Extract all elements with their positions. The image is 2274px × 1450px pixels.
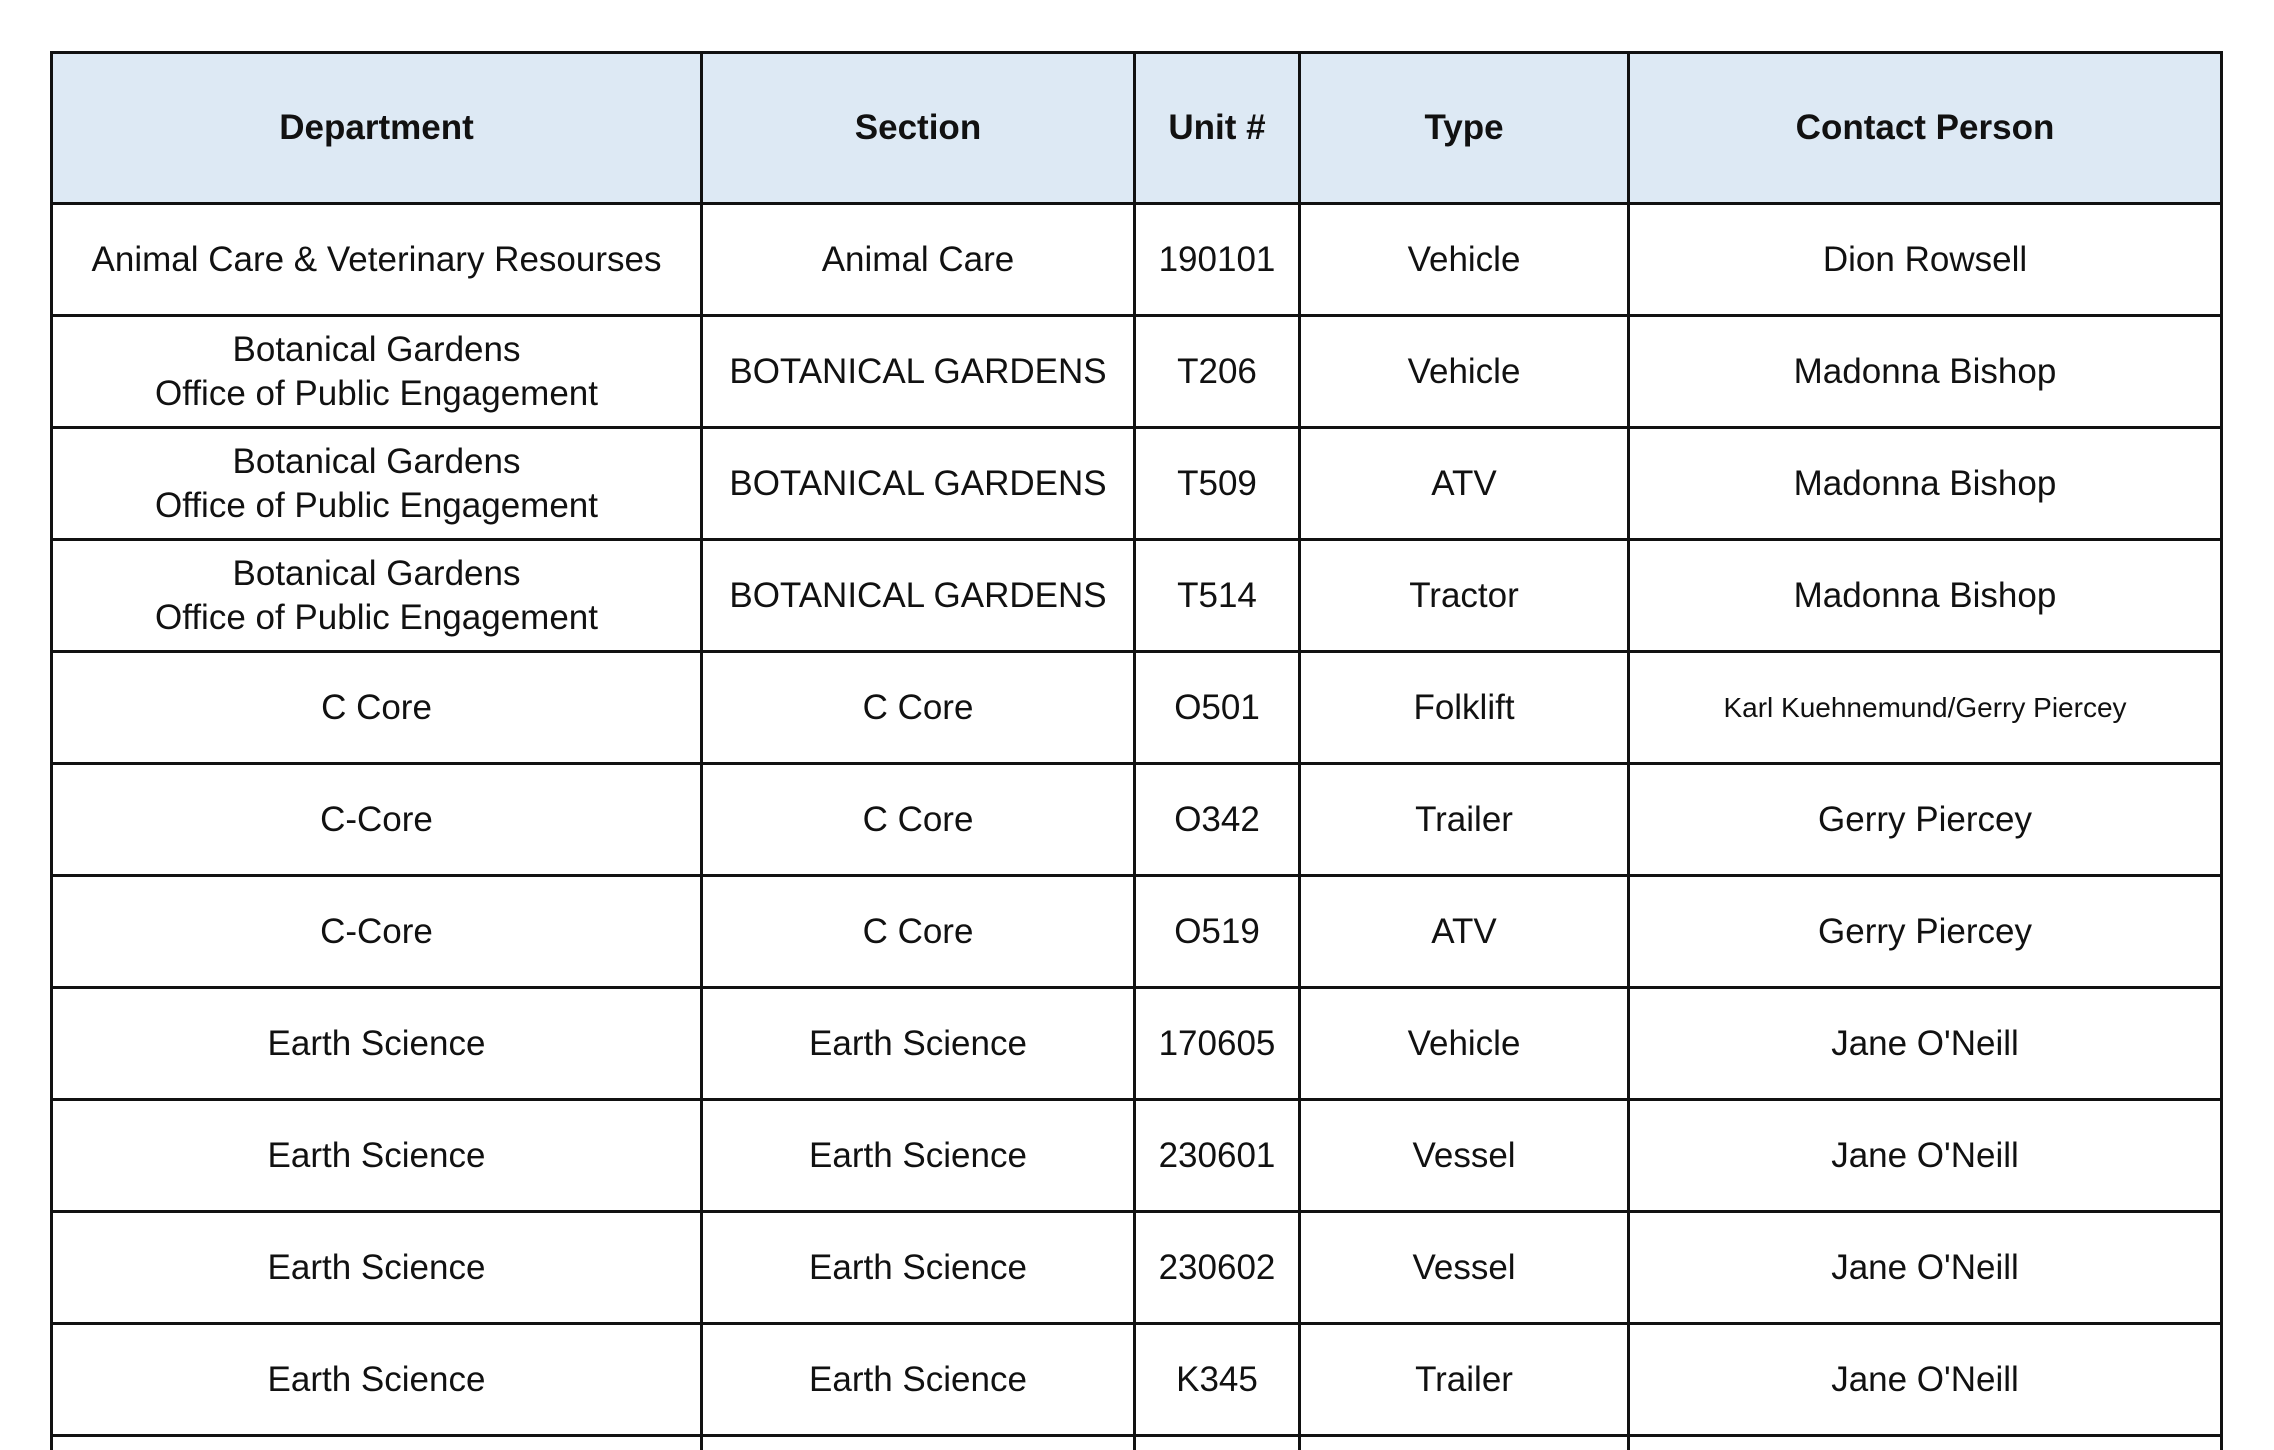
cell-department (52, 1212, 702, 1324)
cell-section: BOTANICAL GARDENS (702, 316, 1135, 428)
cell-department (52, 540, 702, 652)
cell-unit: O342 (1135, 764, 1300, 876)
table-row (52, 540, 2222, 652)
cell-unit: 230601 (1135, 1100, 1300, 1212)
department-line: Animal Care & Veterinary Resourses (91, 239, 662, 279)
cell-section: Earth Science (702, 1212, 1135, 1324)
cell-contact-person: Madonna Bishop (1629, 428, 2222, 540)
cell-type: ATV (1300, 428, 1629, 540)
table-row (52, 764, 2222, 876)
cell-unit: T509 (1135, 428, 1300, 540)
table-row (52, 988, 2222, 1100)
table-cell (1629, 1436, 2222, 1450)
cell-contact-person: Madonna Bishop (1629, 316, 2222, 428)
table-row (52, 1212, 2222, 1324)
vehicle-table (50, 51, 2223, 1450)
department-line: Earth Science (267, 1247, 486, 1287)
header-type: Type (1300, 53, 1629, 204)
cell-department (52, 988, 702, 1100)
department-line: Office of Public Engagement (155, 597, 598, 637)
cell-unit: K345 (1135, 1324, 1300, 1436)
department-line: Botanical Gardens (232, 441, 521, 481)
cell-unit: T514 (1135, 540, 1300, 652)
cell-unit: 190101 (1135, 204, 1300, 316)
table-header-row (52, 53, 2222, 204)
table-body (52, 204, 2222, 1450)
cell-section: Earth Science (702, 988, 1135, 1100)
cell-department (52, 1100, 702, 1212)
cell-section: C Core (702, 764, 1135, 876)
cell-unit: O519 (1135, 876, 1300, 988)
cell-contact-person: Dion Rowsell (1629, 204, 2222, 316)
table-cell (702, 1436, 1135, 1450)
department-line: Earth Science (267, 1023, 486, 1063)
department-line: Botanical Gardens (232, 553, 521, 593)
cell-department (52, 876, 702, 988)
department-line: Botanical Gardens (232, 329, 521, 369)
department-line: C Core (321, 687, 432, 727)
department-line: Office of Public Engagement (155, 373, 598, 413)
table-row-partial (52, 1436, 2222, 1450)
cell-section: Earth Science (702, 1324, 1135, 1436)
table-cell (1135, 1436, 1300, 1450)
cell-contact-person: Gerry Piercey (1629, 876, 2222, 988)
department-line: Earth Science (267, 1359, 486, 1399)
cell-department (52, 652, 702, 764)
cell-type: Tractor (1300, 540, 1629, 652)
header-contact-person: Contact Person (1629, 53, 2222, 204)
cell-contact-person: Jane O'Neill (1629, 1100, 2222, 1212)
table-row (52, 204, 2222, 316)
cell-unit: 230602 (1135, 1212, 1300, 1324)
table-row (52, 316, 2222, 428)
table-row (52, 1324, 2222, 1436)
cell-type: Folklift (1300, 652, 1629, 764)
cell-department (52, 1324, 702, 1436)
cell-department (52, 316, 702, 428)
cell-department (52, 204, 702, 316)
table-row (52, 1100, 2222, 1212)
table-cell (1300, 1436, 1629, 1450)
cell-type: Vessel (1300, 1212, 1629, 1324)
cell-department (52, 764, 702, 876)
cell-contact-person: Jane O'Neill (1629, 1324, 2222, 1436)
cell-type: Vehicle (1300, 204, 1629, 316)
table-row (52, 652, 2222, 764)
cell-section: BOTANICAL GARDENS (702, 540, 1135, 652)
cell-section: Earth Science (702, 1100, 1135, 1212)
cell-type: ATV (1300, 876, 1629, 988)
vehicle-table-container (50, 51, 2220, 1450)
cell-section: C Core (702, 652, 1135, 764)
table-row (52, 428, 2222, 540)
cell-unit: O501 (1135, 652, 1300, 764)
header-department: Department (52, 53, 702, 204)
department-line: C-Core (320, 799, 433, 839)
cell-type: Trailer (1300, 764, 1629, 876)
cell-type: Vehicle (1300, 988, 1629, 1100)
cell-section: BOTANICAL GARDENS (702, 428, 1135, 540)
department-line: Earth Science (267, 1135, 486, 1175)
department-line: C-Core (320, 911, 433, 951)
cell-section: C Core (702, 876, 1135, 988)
header-section: Section (702, 53, 1135, 204)
cell-contact-person: Karl Kuehnemund/Gerry Piercey (1629, 652, 2222, 764)
cell-unit: 170605 (1135, 988, 1300, 1100)
cell-contact-person: Madonna Bishop (1629, 540, 2222, 652)
department-line: Office of Public Engagement (155, 485, 598, 525)
table-row (52, 876, 2222, 988)
cell-type: Vessel (1300, 1100, 1629, 1212)
cell-unit: T206 (1135, 316, 1300, 428)
cell-contact-person: Jane O'Neill (1629, 1212, 2222, 1324)
table-cell (52, 1436, 702, 1450)
cell-department (52, 428, 702, 540)
cell-type: Trailer (1300, 1324, 1629, 1436)
header-unit: Unit # (1135, 53, 1300, 204)
cell-contact-person: Gerry Piercey (1629, 764, 2222, 876)
cell-section: Animal Care (702, 204, 1135, 316)
cell-contact-person: Jane O'Neill (1629, 988, 2222, 1100)
cell-type: Vehicle (1300, 316, 1629, 428)
